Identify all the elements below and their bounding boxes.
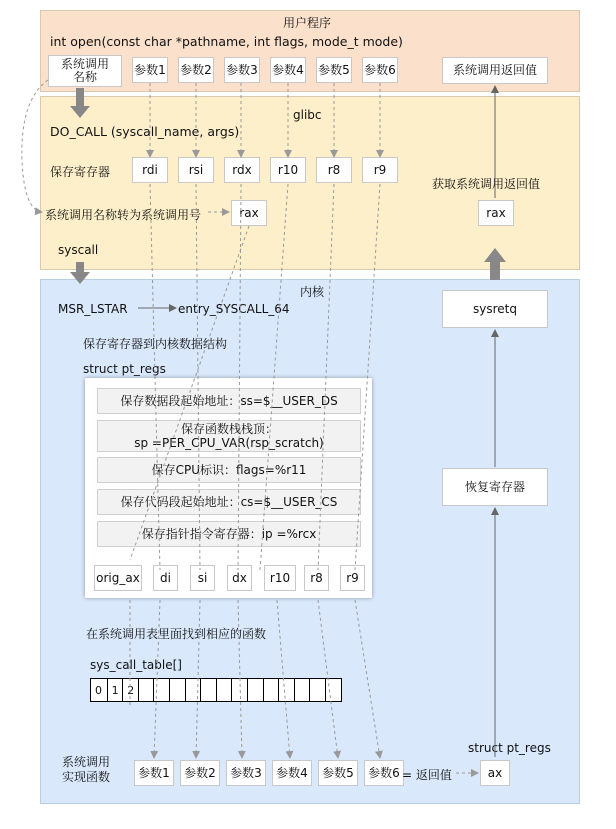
rax-return-box: rax — [478, 200, 514, 226]
param-box-4: 参数4 — [270, 57, 306, 83]
param-box-6: 参数6 — [362, 57, 398, 83]
pt-regs-row-1: 保存数据段起始地址：ss=$__USER_DS — [97, 388, 361, 414]
sysretq-box: sysretq — [442, 290, 548, 328]
struct-pt-regs-label: struct pt_regs — [83, 362, 166, 376]
param-box-3: 参数3 — [224, 57, 260, 83]
impl-function-label: 系统调用 实现函数 — [62, 755, 111, 784]
rax-register-box: rax — [231, 200, 267, 226]
param-box-5: 参数5 — [316, 57, 352, 83]
kernel-register-r9: r9 — [340, 565, 365, 591]
sys-call-table-label: sys_call_table[] — [90, 658, 182, 672]
struct-pt-regs-bottom-label: struct pt_regs — [468, 741, 551, 755]
register-box-r10: r10 — [270, 157, 306, 183]
kernel-register-orig_ax: orig_ax — [94, 565, 142, 591]
pt-regs-row-3: 保存CPU标识：flags=%r11 — [97, 457, 361, 483]
pt-regs-row-5: 保存指针指令寄存器：ip =%rcx — [97, 521, 361, 547]
syscall-name-box: 系统调用 名称 — [48, 55, 122, 87]
impl-param-box-5: 参数5 — [318, 760, 358, 786]
save-to-kernel-label: 保存寄存器到内核数据结构 — [83, 337, 228, 351]
register-box-r8: r8 — [316, 157, 352, 183]
pt-regs-row-2: 保存函数栈栈顶： sp =PER_CPU_VAR(rsp_scratch) — [97, 420, 361, 452]
restore-registers-box: 恢复寄存器 — [442, 468, 548, 506]
impl-param-box-2: 参数2 — [180, 760, 220, 786]
table-cell-1: 1 — [107, 679, 123, 701]
param-box-2: 参数2 — [178, 57, 214, 83]
syscall-return-value-box: 系统调用返回值 — [442, 57, 548, 84]
find-function-label: 在系统调用表里面找到相应的函数 — [86, 627, 267, 641]
register-box-rdi: rdi — [132, 157, 168, 183]
ax-box: ax — [480, 760, 510, 786]
table-cell-0: 0 — [95, 683, 102, 697]
name-to-number-label: 系统调用名称转为系统调用号 — [45, 208, 202, 222]
do-call-label: DO_CALL (syscall_name, args) — [50, 124, 240, 139]
impl-param-box-6: 参数6 — [364, 760, 404, 786]
table-cell-2: 2 — [122, 679, 138, 701]
entry-syscall-64-label: entry_SYSCALL_64 — [178, 302, 290, 316]
glibc-title: glibc — [293, 108, 322, 122]
register-box-rsi: rsi — [178, 157, 214, 183]
kernel-register-di: di — [153, 565, 178, 591]
up-arrow-kernel-to-glibc — [484, 248, 506, 280]
get-return-value-label: 获取系统调用返回值 — [432, 177, 541, 191]
down-arrow-glibc-to-kernel — [70, 262, 90, 284]
syscall-label: syscall — [58, 243, 99, 257]
register-box-rdx: rdx — [224, 157, 260, 183]
param-box-1: 参数1 — [132, 57, 168, 83]
user-program-title: 用户程序 — [283, 16, 332, 30]
kernel-register-r10: r10 — [264, 565, 296, 591]
equals-return-label: = 返回值 — [402, 768, 452, 782]
impl-param-box-3: 参数3 — [226, 760, 266, 786]
kernel-register-si: si — [190, 565, 215, 591]
impl-param-box-4: 参数4 — [272, 760, 312, 786]
msr-lstar-label: MSR_LSTAR — [58, 302, 128, 316]
register-box-r9: r9 — [362, 157, 398, 183]
open-signature: int open(const char *pathname, int flags, mode_t mode) — [50, 34, 403, 49]
kernel-title: 内核 — [300, 285, 325, 299]
kernel-register-r8: r8 — [304, 565, 329, 591]
pt-regs-row-4: 保存代码段起始地址：cs=$__USER_CS — [97, 489, 361, 515]
down-arrow-user-to-glibc — [70, 88, 90, 118]
impl-param-box-1: 参数1 — [134, 760, 174, 786]
save-registers-label: 保存寄存器 — [50, 165, 111, 179]
kernel-register-dx: dx — [227, 565, 252, 591]
